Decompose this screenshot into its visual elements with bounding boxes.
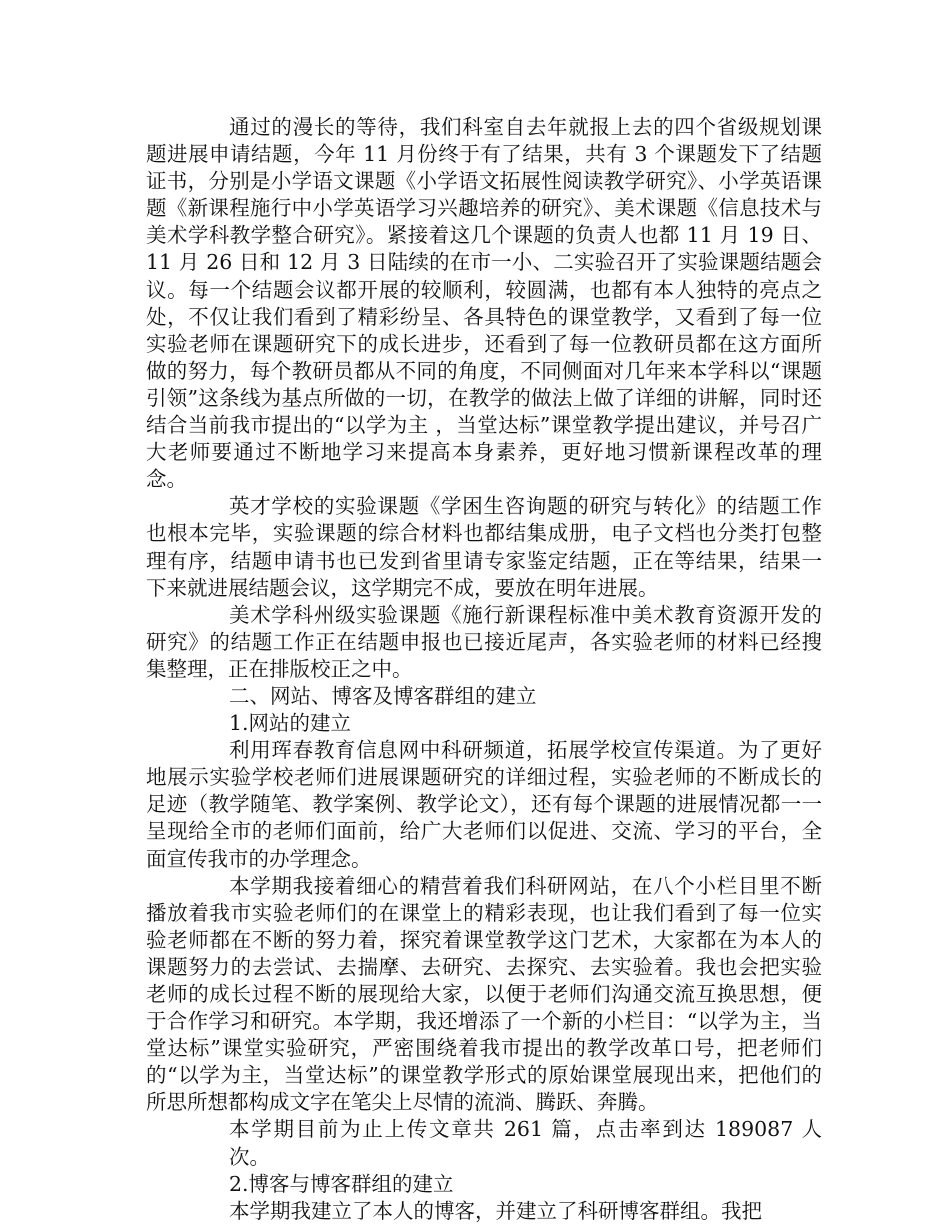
- paragraph-project-completion: 通过的漫长的等待，我们科室自去年就报上去的四个省级规划课题进展申请结题，今年 11 月份终于有了结果，共有 3 个课题发下了结题证书，分别是小学语文课题《小学语文拓展性阅读教学研究》、小学英语课题《新课程施行中小学英语学习兴趣培养的研究》、美术课题《信息技术与美术学科教学整合研究》。紧接着这几个课题的负责人也都 11 月 19 日、11 月 26 日和 12 月 3 日陆续的在市一小、二实验召开了实验课题结题会议。每一个结题会议都开展的较顺利，较圆满，也都有本人独特的亮点之处，不仅让我们看到了精彩纷呈、各具特色的课堂教学，又看到了每一位实验老师在课题研究下的成长进步，还看到了每一位教研员都在这方面所做的努力，每个教研员都从不同的角度，不同侧面对几年来本学科以“课题引领”这条线为基点所做的一切，在教学的做法上做了详细的讲解，同时还结合当前我市提出的“以学为主 ，当堂达标”课堂教学提出建议，并号召广大老师要通过不断地学习来提高本身素养，更好地习惯新课程改革的理念。: [146, 115, 822, 492]
- paragraph-yingcai-school: 英才学校的实验课题《学困生咨询题的研究与转化》的结题工作也根本完毕，实验课题的综合材料也都结集成册，电子文档也分类打包整理有序，结题申请书也已发到省里请专家鉴定结题，正在等结果，结果一下来就进展结题会议，这学期完不成，要放在明年进展。: [146, 494, 822, 600]
- section-heading-websites-blogs: 二、网站、博客及博客群组的建立: [229, 683, 537, 708]
- paragraph-art-subject: 美术学科州级实验课题《施行新课程标准中美术教育资源开发的研究》的结题工作正在结题申报也已接近尾声，各实验老师的材料已经搜集整理，正在排版校正之中。: [146, 602, 822, 681]
- paragraph-upload-statistics: 本学期目前为止上传文章共 261 篇，点击率到达 189087 人次。: [229, 1117, 822, 1169]
- document-page: [146, 114, 822, 1225]
- subheading-website: 1.网站的建立: [229, 711, 352, 736]
- subheading-blog-groups: 2.博客与博客群组的建立: [229, 1171, 454, 1196]
- paragraph-website-channel: 利用珲春教育信息网中科研频道，拓展学校宣传渠道。为了更好地展示实验学校老师们进展课题研究的详细过程，实验老师的不断成长的足迹（教学随笔、教学案例、教学论文），还有每个课题的进展情况都一一呈现给全市的老师们面前，给广大老师们以促进、交流、学习的平台，全面宣传我市的办学理念。: [146, 738, 822, 871]
- paragraph-website-operation: 本学期我接着细心的精营着我们科研网站，在八个小栏目里不断播放着我市实验老师们的在课堂上的精彩表现，也让我们看到了每一位实验老师都在不断的努力着，探究着课堂教学这门艺术，大家都在为本人的课题努力的去尝试、去揣摩、去研究、去探究、去实验着。我也会把实验老师的成长过程不断的展现给大家，以便于老师们沟通交流互换思想，便于合作学习和研究。本学期，我还增添了一个新的小栏目：“以学为主，当堂达标”课堂实验研究，严密围绕着我市提出的教学改革口号，把老师们的“以学为主，当堂达标”的课堂教学形式的原始课堂展现出来，把他们的所思所想都构成文字在笔尖上尽情的流淌、腾跃、奔腾。: [146, 873, 822, 1115]
- paragraph-blog-creation: 本学期我建立了本人的博客，并建立了科研博客群组。我把: [229, 1198, 762, 1223]
